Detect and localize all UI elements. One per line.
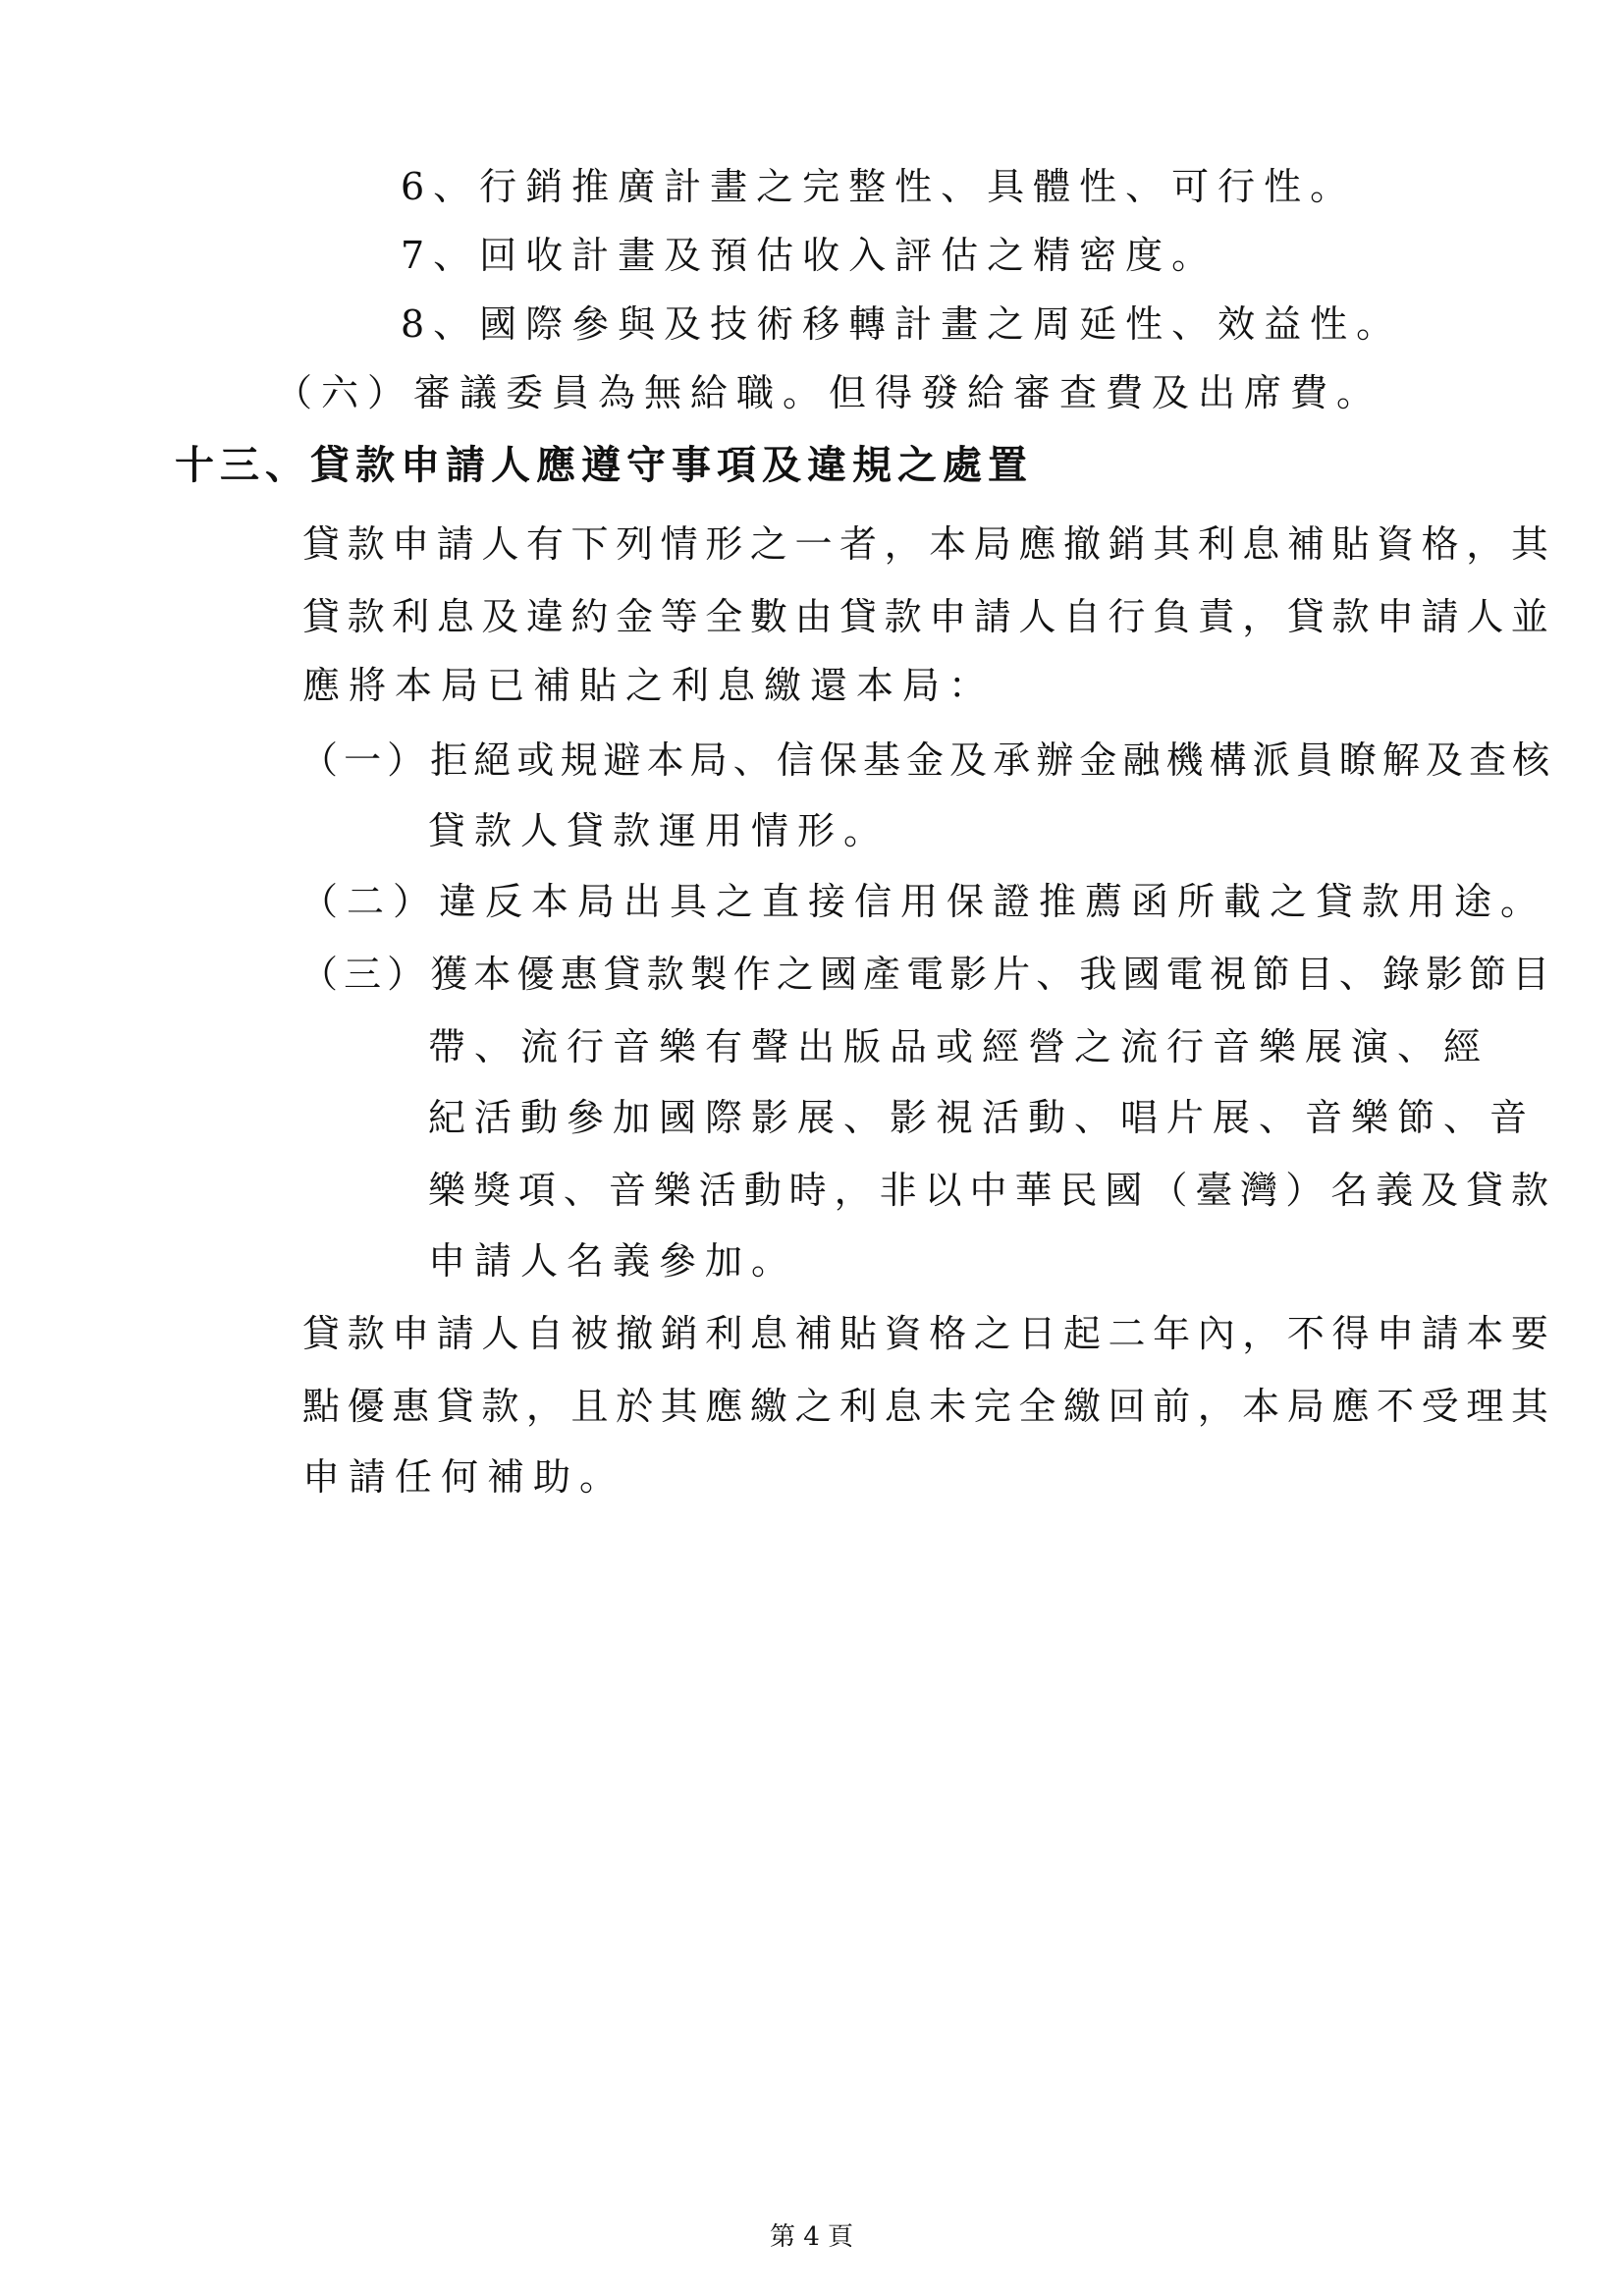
page-number: 第 4 頁 xyxy=(769,2222,854,2252)
violation-line: 樂獎項、音樂活動時，非以中華民國（臺灣）名義及貸款 xyxy=(428,1169,1557,1212)
closing-line: 點優惠貸款，且於其應繳之利息未完全繳回前，本局應不受理其 xyxy=(302,1385,1556,1428)
clause-six: （六）審議委員為無給職。但得發給審查費及出席費。 xyxy=(275,371,1383,414)
criteria-item-6: 6、行銷推廣計畫之完整性、具體性、可行性。 xyxy=(401,165,1357,208)
closing-line: 申請任何補助。 xyxy=(302,1455,626,1499)
violation-line: （三）獲本優惠貸款製作之國產電影片、我國電視節目、錄影節目 xyxy=(300,953,1556,996)
violation-line: 紀活動參加國際影展、影視活動、唱片展、音樂節、音 xyxy=(428,1096,1537,1139)
criteria-item-8: 8、國際參與及技術移轉計畫之周延性、效益性。 xyxy=(401,302,1403,346)
violation-line: （二）違反本局出具之直接信用保證推薦函所載之貸款用途。 xyxy=(300,880,1547,923)
intro-line: 貸款申請人有下列情形之一者，本局應撤銷其利息補貼資格，其 xyxy=(302,522,1556,566)
violation-line: （一）拒絕或規避本局、信保基金及承辦金融機構派員瞭解及查核 xyxy=(300,738,1556,782)
intro-line: 應將本局已補貼之利息繳還本局： xyxy=(302,664,996,707)
intro-line: 貸款利息及違約金等全數由貸款申請人自行負責，貸款申請人並 xyxy=(302,595,1556,638)
section-13-heading: 十三、貸款申請人應遵守事項及違規之處置 xyxy=(175,443,1033,488)
criteria-item-7: 7、回收計畫及預估收入評估之精密度。 xyxy=(401,234,1218,277)
violation-line: 帶、流行音樂有聲出版品或經營之流行音樂展演、經 xyxy=(428,1025,1490,1068)
violation-line: 貸款人貸款運用情形。 xyxy=(428,809,891,852)
closing-line: 貸款申請人自被撤銷利息補貼資格之日起二年內，不得申請本要 xyxy=(302,1312,1556,1355)
violation-line: 申請人名義參加。 xyxy=(428,1239,798,1283)
